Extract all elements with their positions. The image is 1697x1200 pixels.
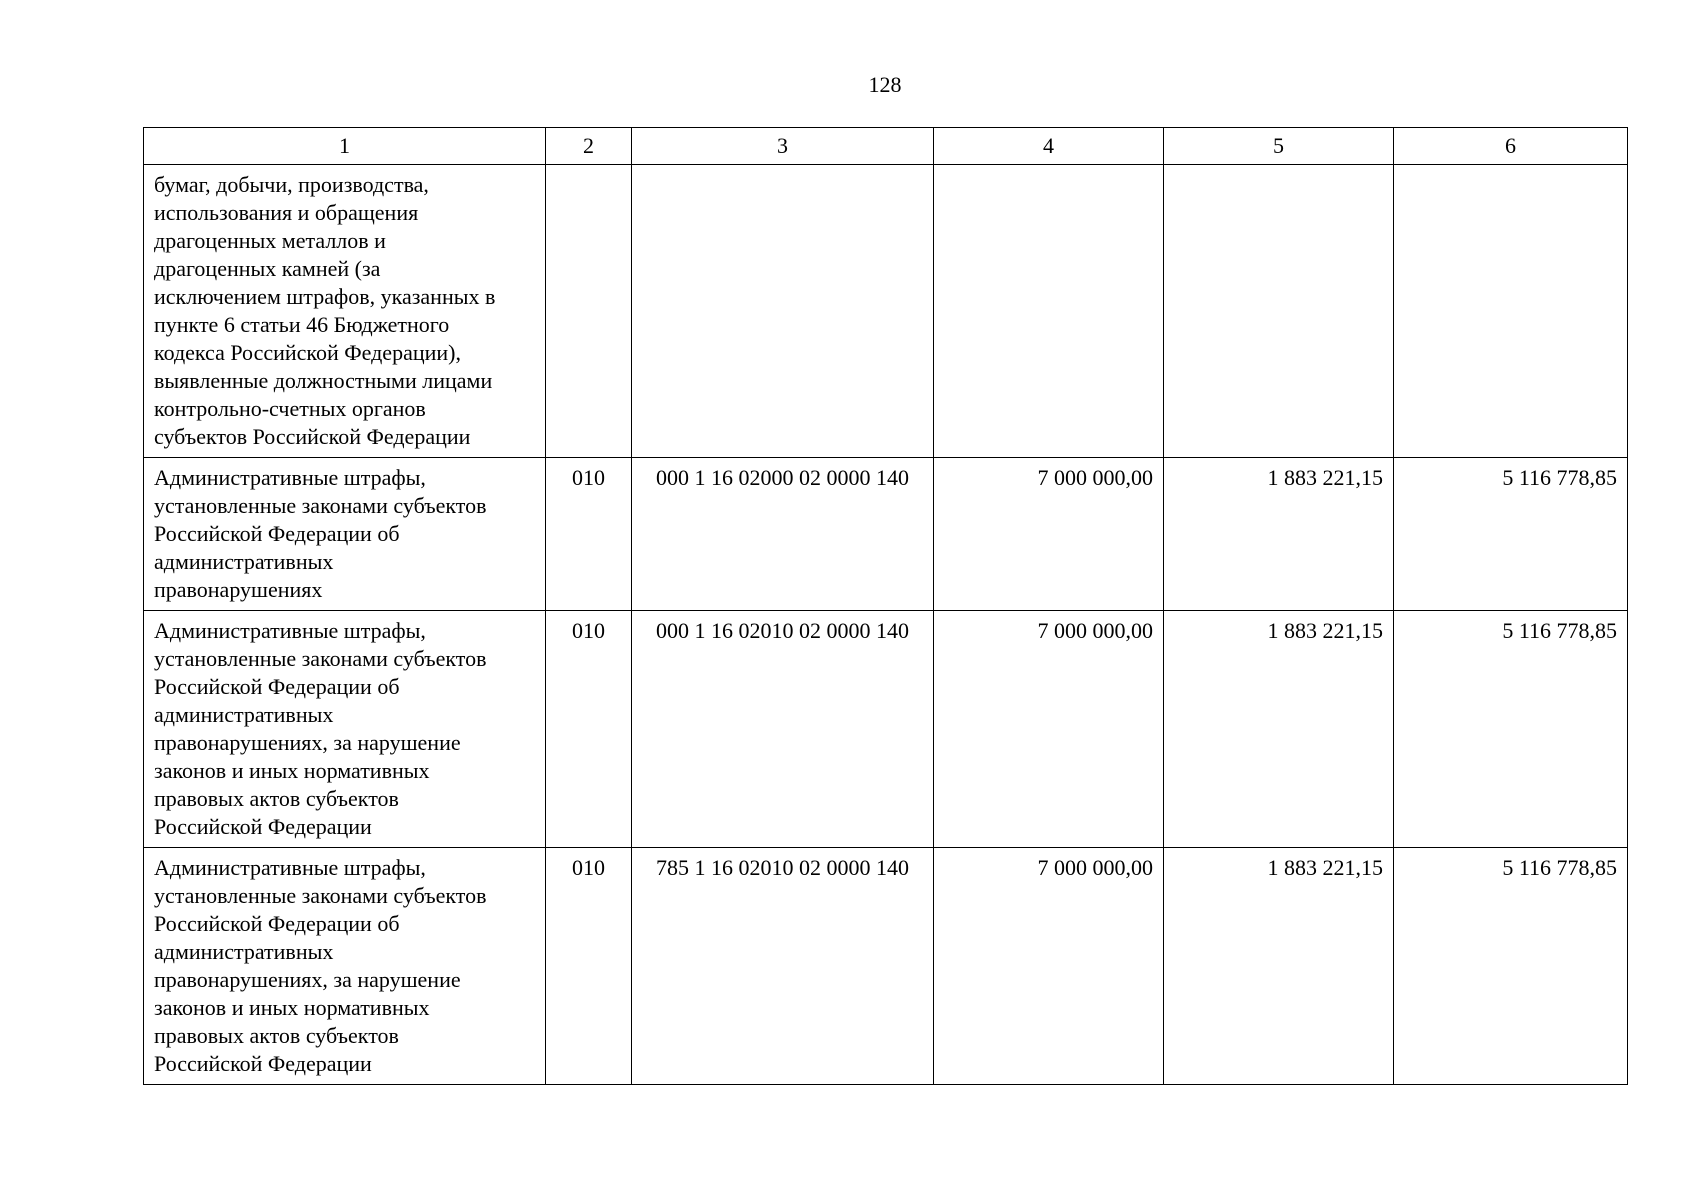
indicator-name-line: правовых актов субъектов bbox=[154, 786, 399, 811]
table-row bbox=[144, 165, 1628, 458]
indicator-name-line: Российской Федерации bbox=[154, 814, 372, 839]
cell-executed-amount: 1 883 221,15 bbox=[1164, 611, 1394, 848]
indicator-name-line: правовых актов субъектов bbox=[154, 1023, 399, 1048]
indicator-name-line: контрольно-счетных органов bbox=[154, 396, 426, 421]
indicator-name-line: Российской Федерации об bbox=[154, 674, 400, 699]
cell-line-code: 010 bbox=[546, 611, 632, 848]
indicator-name-line: пункте 6 статьи 46 Бюджетного bbox=[154, 312, 450, 337]
cell-line-code: 010 bbox=[546, 458, 632, 611]
indicator-name-line: выявленные должностными лицами bbox=[154, 368, 493, 393]
header-col-6: 6 bbox=[1394, 128, 1628, 165]
indicator-name-line: административных bbox=[154, 549, 334, 574]
cell-approved-amount: 7 000 000,00 bbox=[934, 611, 1164, 848]
cell-budget-classification-code: 000 1 16 02000 02 0000 140 bbox=[632, 458, 934, 611]
cell-executed-amount: 1 883 221,15 bbox=[1164, 458, 1394, 611]
indicator-name-line: использования и обращения bbox=[154, 200, 419, 225]
indicator-name-line: установленные законами субъектов bbox=[154, 883, 487, 908]
cell-unexecuted-amount: 5 116 778,85 bbox=[1394, 611, 1628, 848]
header-col-3: 3 bbox=[632, 128, 934, 165]
indicator-name-line: установленные законами субъектов bbox=[154, 493, 487, 518]
report-table bbox=[143, 127, 1628, 1085]
header-row bbox=[144, 128, 1628, 165]
indicator-name-line: правонарушениях, за нарушение bbox=[154, 967, 461, 992]
cell-unexecuted-amount: 5 116 778,85 bbox=[1394, 848, 1628, 1085]
indicator-name-line: бумаг, добычи, производства, bbox=[154, 172, 429, 197]
cell-executed-amount: 1 883 221,15 bbox=[1164, 848, 1394, 1085]
table-body bbox=[144, 165, 1628, 1085]
table-header bbox=[144, 128, 1628, 165]
indicator-name-line: законов и иных нормативных bbox=[154, 995, 430, 1020]
cell-approved-amount: 7 000 000,00 bbox=[934, 848, 1164, 1085]
indicator-name-line: Административные штрафы, bbox=[154, 465, 426, 490]
indicator-name-line: законов и иных нормативных bbox=[154, 758, 430, 783]
cell-indicator-name bbox=[144, 611, 546, 848]
header-col-4: 4 bbox=[934, 128, 1164, 165]
cell-unexecuted-amount: 5 116 778,85 bbox=[1394, 458, 1628, 611]
cell-indicator-name bbox=[144, 848, 546, 1085]
table-row bbox=[144, 458, 1628, 611]
indicator-name-line: кодекса Российской Федерации), bbox=[154, 340, 461, 365]
indicator-name-line: административных bbox=[154, 702, 334, 727]
indicator-name-line: установленные законами субъектов bbox=[154, 646, 487, 671]
indicator-name-line: Административные штрафы, bbox=[154, 855, 426, 880]
header-col-1: 1 bbox=[144, 128, 546, 165]
table-row bbox=[144, 848, 1628, 1085]
indicator-name-line: административных bbox=[154, 939, 334, 964]
indicator-name-line: субъектов Российской Федерации bbox=[154, 424, 471, 449]
page-number: 128 bbox=[868, 72, 902, 97]
cell-budget-classification-code bbox=[632, 165, 934, 458]
cell-line-code: 010 bbox=[546, 848, 632, 1085]
indicator-name-line: правонарушениях bbox=[154, 577, 323, 602]
indicator-name-line: драгоценных камней (за bbox=[154, 256, 381, 281]
indicator-name-line: драгоценных металлов и bbox=[154, 228, 386, 253]
indicator-name-line: Российской Федерации об bbox=[154, 911, 400, 936]
cell-approved-amount: 7 000 000,00 bbox=[934, 458, 1164, 611]
cell-approved-amount bbox=[934, 165, 1164, 458]
header-col-2: 2 bbox=[546, 128, 632, 165]
cell-line-code bbox=[546, 165, 632, 458]
indicator-name-line: Административные штрафы, bbox=[154, 618, 426, 643]
indicator-name-line: исключением штрафов, указанных в bbox=[154, 284, 496, 309]
cell-unexecuted-amount bbox=[1394, 165, 1628, 458]
cell-budget-classification-code: 000 1 16 02010 02 0000 140 bbox=[632, 611, 934, 848]
indicator-name-line: Российской Федерации об bbox=[154, 521, 400, 546]
indicator-name-line: правонарушениях, за нарушение bbox=[154, 730, 461, 755]
header-col-5: 5 bbox=[1164, 128, 1394, 165]
table-row bbox=[144, 611, 1628, 848]
cell-indicator-name bbox=[144, 165, 546, 458]
cell-executed-amount bbox=[1164, 165, 1394, 458]
cell-indicator-name bbox=[144, 458, 546, 611]
indicator-name-line: Российской Федерации bbox=[154, 1051, 372, 1076]
cell-budget-classification-code: 785 1 16 02010 02 0000 140 bbox=[632, 848, 934, 1085]
